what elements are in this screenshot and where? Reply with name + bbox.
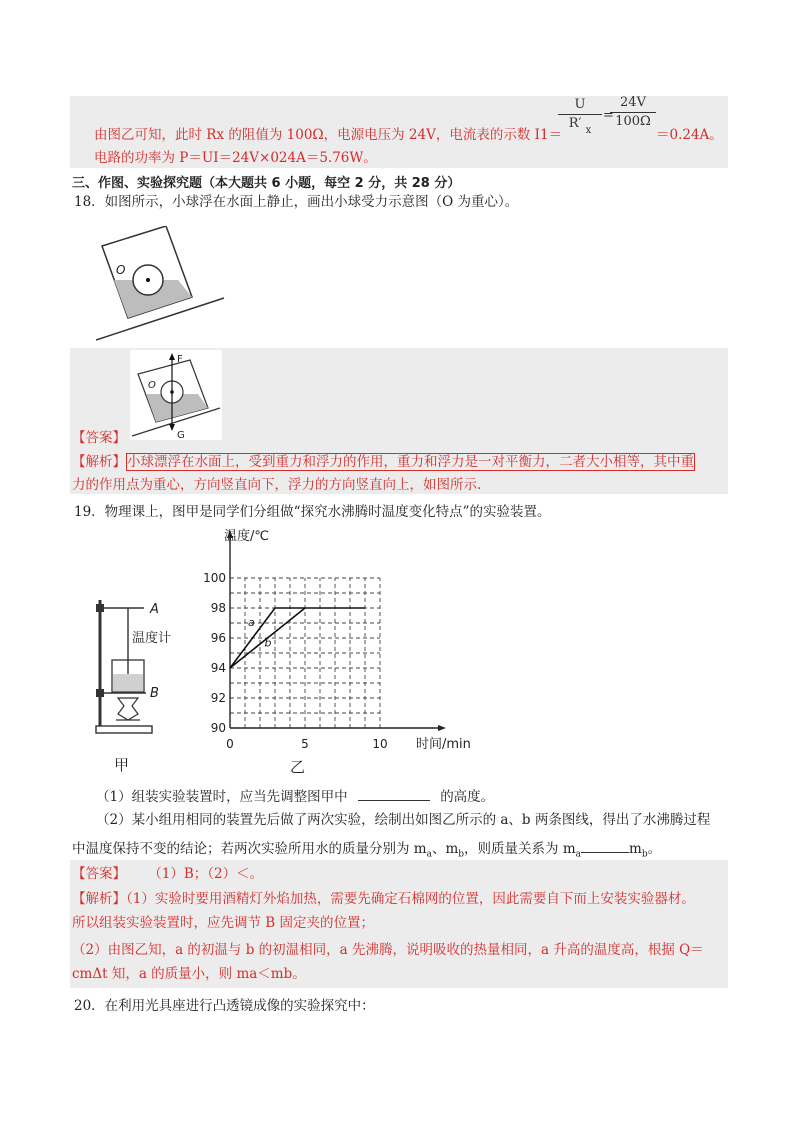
q19-answer-line [72, 864, 263, 884]
q20-question: 20．在利用光具座进行凸透镜成像的实验探究中： [74, 998, 375, 1014]
frac2-numerator: 24V [610, 94, 656, 113]
apparatus-label-b: B [150, 686, 159, 701]
q19-apparatus-figure [88, 590, 196, 750]
fraction-24v-over-100 [610, 94, 656, 131]
q19-sub2-line1: （2）某小组用相同的装置先后做了两次实验，绘制出如图乙所示的 a、b 两条图线，得出了水沸腾过程 [96, 812, 711, 828]
q18-analysis-line1 [72, 452, 695, 472]
q19-sub2-text-e: 。 [647, 841, 662, 857]
frac2-denominator: 100Ω [615, 114, 651, 129]
y-tick-label: 94 [210, 661, 226, 675]
q19-sub2-text-a: 中温度保持不变的结论；若两次实验所用水的质量分别为 m [72, 841, 427, 857]
q18-answer-tag: 【答案】 [72, 430, 126, 446]
q19-sub-a: a [426, 849, 432, 860]
q19-analysis-line2: 所以组装实验装置时，应先调节 B 固定夹的位置； [72, 915, 375, 931]
label-yi: 乙 [290, 758, 306, 776]
series-label-a: a [248, 616, 255, 629]
y-tick-label: 96 [210, 631, 226, 645]
stand-base [96, 726, 152, 733]
q19-sub1-blank[interactable] [358, 786, 430, 801]
equals-sign: = [603, 108, 614, 123]
q18-analysis-text1: 小球漂浮在水面上，受到重力和浮力的作用，重力和浮力是一对平衡力，二者大小相等，其中重 [127, 454, 694, 470]
x-tick-label: 0 [226, 737, 234, 751]
burner [118, 698, 138, 720]
section-heading: 三、作图、实验探究题（本大题共 6 小题，每空 2 分，共 28 分） [72, 176, 461, 191]
q18-figure [96, 226, 226, 342]
x-axis-label: 时间/min [416, 737, 471, 752]
q19-sub-d: b [641, 849, 648, 860]
apparatus-label-thermo: 温度计 [132, 631, 172, 646]
q18-answer-figure [130, 350, 222, 440]
beaker-water [113, 674, 143, 691]
q19-sub2-blank[interactable] [581, 838, 629, 853]
x-axis-arrow [438, 725, 446, 731]
series-label-b: b [264, 636, 272, 650]
prev-solution-line2: 电路的功率为 P＝UI＝24V×024A＝5.76W。 [94, 150, 377, 166]
q18-analysis-line2: 力的作用点为重心，方向竖直向下，浮力的方向竖直向上，如图所示. [72, 477, 482, 493]
q19-temperature-chart [190, 520, 520, 770]
q19-answer-tag: 【答案】 [72, 866, 126, 882]
q19-sub-c: a [575, 849, 582, 860]
x-tick-label: 5 [301, 737, 309, 751]
q19-analysis-line4: cmΔt 知，a 的质量小，则 ma＜mb。 [72, 966, 306, 982]
q18-label-o: O [116, 263, 126, 277]
prev-solution-result: ＝0.24A。 [656, 127, 723, 143]
q19-analysis-line1 [72, 889, 695, 909]
q19-sub1-a: （1）组装实验装置时，应当先调整图甲中 [96, 789, 348, 805]
q18-analysis-tag: 【解析】 [72, 454, 126, 470]
q19-answer-text: （1）B；（2）＜。 [148, 866, 264, 882]
y-tick-label: 98 [210, 601, 226, 615]
q19-sub1 [96, 786, 494, 807]
q19-analysis-text1: （1）实验时要用酒精灯外焰加热，需要先确定石棉网的位置，因此需要自下而上安装实验器材。 [126, 891, 695, 907]
q18a-label-o: O [148, 380, 156, 391]
q18-center-dot [146, 278, 150, 282]
q19-analysis-line3: （2）由图乙知，a 的初温与 b 的初温相同，a 先沸腾，说明吸收的热量相同，a 升高的温度高，根据 Q＝ [72, 942, 704, 958]
frac1-numerator: U [558, 96, 602, 115]
q19-sub1-b: 的高度。 [440, 789, 495, 805]
y-tick-label: 92 [210, 691, 226, 705]
q19-sub2-text-b: 、m [431, 841, 459, 857]
x-tick-label: 10 [372, 737, 388, 751]
q19-sub2-text-d: m [629, 841, 642, 857]
q18a-label-f: F [177, 354, 183, 365]
frac1-sub: x [585, 125, 592, 136]
label-jia: 甲 [114, 756, 130, 774]
apparatus-label-a: A [150, 602, 159, 617]
fraction-u-over-r [558, 96, 602, 134]
q18a-label-g: G [177, 430, 185, 440]
q19-sub2-text-c: ，则质量关系为 m [464, 841, 576, 857]
y-axis-label: 温度/℃ [224, 529, 269, 544]
y-tick-label: 90 [210, 721, 226, 735]
q18-question: 18．如图所示，小球浮在水面上静止，画出小球受力示意图（O 为重心）。 [74, 194, 519, 210]
q19-question: 19．物理课上，图甲是同学们分组做“探究水沸腾时温度变化特点”的实验装置。 [74, 504, 551, 520]
frac1-denominator: R′ [568, 116, 582, 131]
prev-solution-line1: 由图乙可知，此时 Rx 的阻值为 100Ω，电源电压为 24V，电流表的示数 I1＝ [94, 127, 563, 143]
q19-sub-b: b [458, 849, 465, 860]
q19-analysis-tag: 【解析】 [72, 891, 126, 907]
y-tick-label: 100 [203, 571, 226, 585]
